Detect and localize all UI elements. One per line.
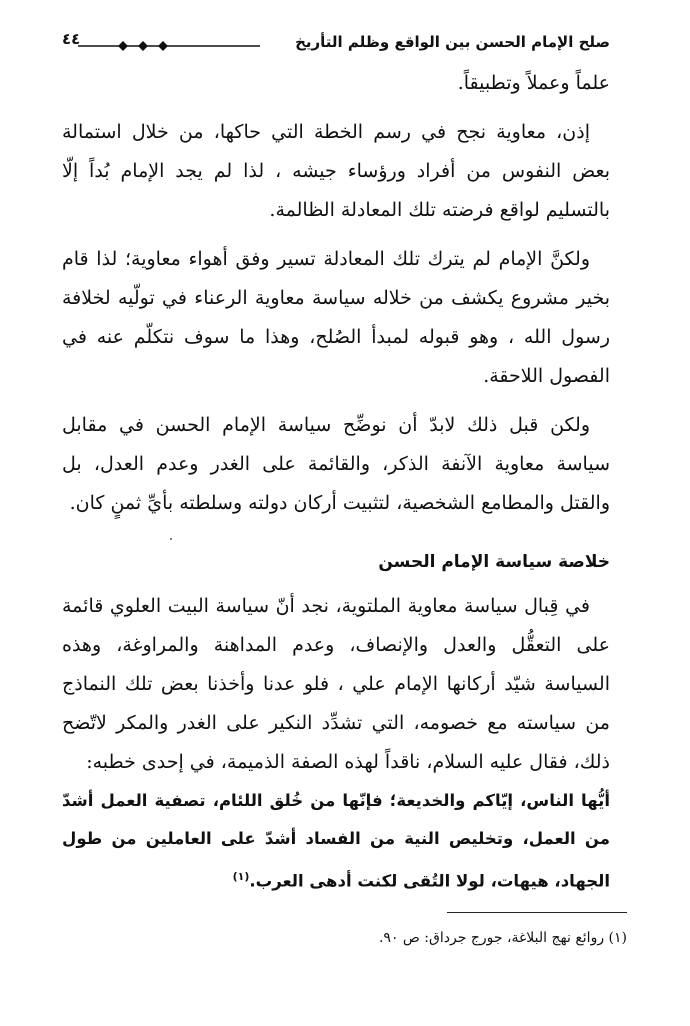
section-heading: خلاصة سياسة الإمام الحسن — [378, 552, 610, 572]
footnote-divider — [447, 912, 627, 913]
page-number: ٤٤ — [62, 30, 81, 48]
paragraph: ولكن قبل ذلك لابدّ أن نوضِّح سياسة الإمام الحسن في مقابل سياسة معاوية الآنفة الذكر، والقائمة على الغدر وعدم العدل، بل والقتل والمطامع الشخصية، لتثبيت أركان دولته وسلطته بأيِّ ثمنٍ كان. — [62, 414, 610, 514]
page — [62, 28, 610, 901]
running-header — [62, 28, 610, 64]
footnote-marker: (١) — [232, 870, 250, 883]
footnote: (١) روائع نهج البلاغة، جورج جرداق: ص ٩٠. — [378, 930, 627, 946]
main-text — [62, 64, 610, 523]
header-ornament — [78, 41, 260, 51]
print-speck — [170, 538, 172, 540]
section-text — [62, 587, 610, 782]
paragraph: ولكنَّ الإمام لم يترك تلك المعادلة تسير وفق أهواء معاوية؛ لذا قام بخير مشروع يكشف من خلاله سياسة معاوية الرعناء في تولّيه لخلافة رسول الله ، وهو قبوله لمبدأ الصُلح، وهذا ما سوف نتكلّم عنه في الفصول اللاحقة. — [62, 248, 610, 387]
paragraph: في قِبال سياسة معاوية الملتوية، نجد أنّ سياسة البيت العلوي قائمة على التعقُّل والعدل والإنصاف، وعدم المداهنة والمراوغة، وهذه السياسة شيّد أركانها الإمام علي ، فلو عدنا وأخذنا بعض تلك النماذج من سياسته مع خصومه، التي تشدِّد النكير على الغدر والمكر لاتّضح ذلك، فقال عليه السلام، ناقداً لهذه الصفة الذميمة، في إحدى خطبه: — [62, 595, 610, 773]
running-title: صلح الإمام الحسن بين الواقع وظلم التأريخ — [295, 33, 610, 51]
paragraph: علماً وعملاً وتطبيقاً. — [457, 72, 610, 94]
quote-text: أيُّها الناس، إيّاكم والخديعة؛ فإنّها من خُلق اللئام، تصفية العمل أشدّ من العمل، وتخليص النية من الفساد أشدّ على العاملين من طول الجهاد، هيهات، لولا التُقى لكنت أدهى العرب. — [62, 791, 610, 891]
sermon-quote — [62, 782, 610, 901]
paragraph: إذن، معاوية نجح في رسم الخطة التي حاكها، من خلال استمالة بعض النفوس من أفراد ورؤساء جيشه ، لذا لم يجد الإمام بُداً إلّا بالتسليم لواقع فرضته تلك المعادلة الظالمة. — [62, 121, 610, 221]
